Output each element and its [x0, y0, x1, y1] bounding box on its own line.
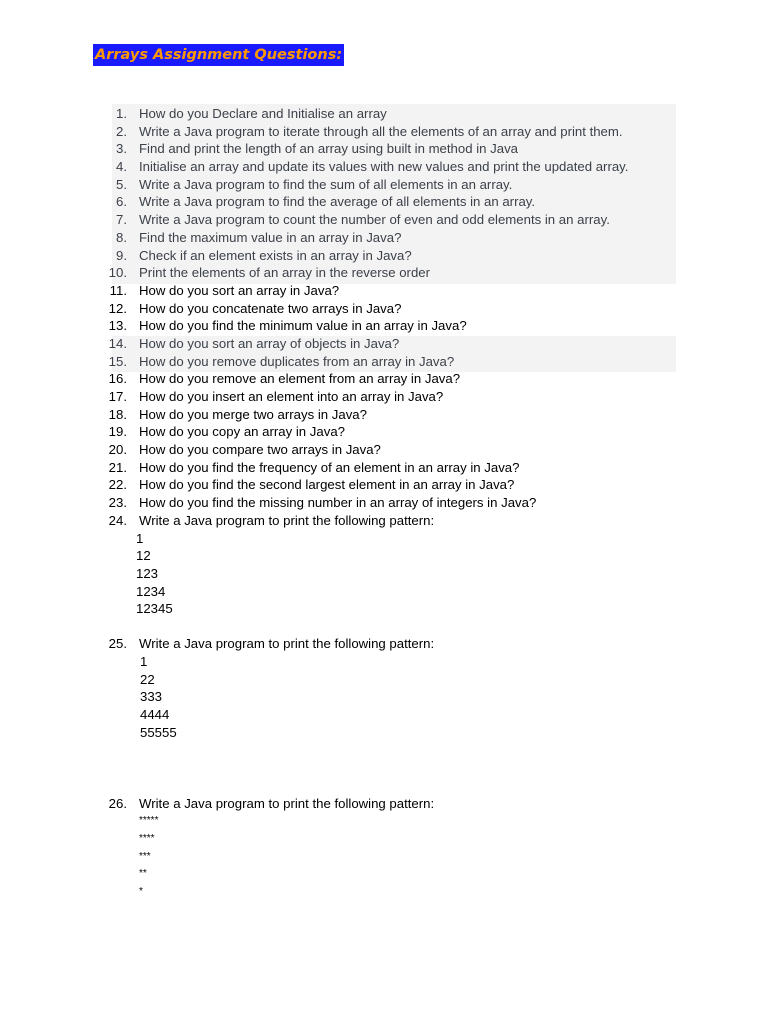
list-item-text: Write a Java program to find the sum of all elements in an array.	[139, 177, 513, 192]
list-item-text: Write a Java program to print the following pattern:	[139, 636, 435, 651]
list-item-number: 16.	[108, 371, 127, 386]
list-item-number: 14.	[108, 336, 127, 351]
list-item-number: 15.	[108, 354, 127, 369]
pattern-line: 123	[136, 566, 159, 581]
pattern-line: 55555	[140, 725, 177, 740]
list-item-text: How do you find the missing number in an array of integers in Java?	[139, 495, 537, 510]
pattern-line: 12345	[136, 601, 173, 616]
list-item-text: Write a Java program to print the following pattern:	[139, 513, 435, 528]
list-item-number: 7.	[116, 212, 127, 227]
list-item-text: Write a Java program to find the average of all elements in an array.	[139, 194, 536, 209]
list-item-text: Find the maximum value in an array in Java?	[139, 230, 402, 245]
list-item-number: 22.	[108, 477, 127, 492]
page-title: Arrays Assignment Questions:	[93, 44, 344, 66]
list-item-text: Write a Java program to print the following pattern:	[139, 796, 435, 811]
list-item-number: 12.	[108, 301, 127, 316]
list-item-text: Initialise an array and update its values with new values and print the updated array.	[139, 159, 629, 174]
list-item-number: 9.	[116, 248, 127, 263]
list-item-text: How do you Declare and Initialise an array	[139, 106, 387, 121]
pattern-line: ***	[139, 851, 151, 862]
list-item-text: How do you compare two arrays in Java?	[139, 442, 381, 457]
list-item-number: 3.	[116, 141, 127, 156]
list-item-number: 2.	[116, 124, 127, 139]
list-item-number: 5.	[116, 177, 127, 192]
list-item-number: 17.	[108, 389, 127, 404]
pattern-line: 1	[140, 654, 148, 669]
pattern-line: 333	[140, 689, 163, 704]
list-item-number: 23.	[108, 495, 127, 510]
pattern-line: 1234	[136, 584, 166, 599]
list-item-text: Check if an element exists in an array in Java?	[139, 248, 412, 263]
pattern-line: *****	[139, 815, 159, 826]
list-item-text: How do you find the frequency of an element in an array in Java?	[139, 460, 520, 475]
list-item-number: 6.	[116, 194, 127, 209]
list-item-number: 13.	[108, 318, 127, 333]
list-item-text: How do you sort an array in Java?	[139, 283, 340, 298]
list-item-number: 25.	[108, 636, 127, 651]
list-item-text: How do you copy an array in Java?	[139, 424, 345, 439]
pattern-line: **	[139, 868, 147, 879]
list-item-text: Write a Java program to count the number of even and odd elements in an array.	[139, 212, 610, 227]
list-item-text: How do you find the minimum value in an array in Java?	[139, 318, 467, 333]
list-item-number: 4.	[116, 159, 127, 174]
list-item-number: 19.	[108, 424, 127, 439]
list-item-text: Find and print the length of an array using built in method in Java	[139, 141, 519, 156]
list-item-number: 26.	[108, 796, 127, 811]
list-item-number: 24.	[108, 513, 127, 528]
list-item-number: 20.	[108, 442, 127, 457]
list-item-text: How do you find the second largest element in an array in Java?	[139, 477, 515, 492]
list-item-number: 21.	[108, 460, 127, 475]
list-item-text: How do you sort an array of objects in Java?	[139, 336, 400, 351]
list-item-number: 10.	[108, 265, 127, 280]
list-item-text: How do you merge two arrays in Java?	[139, 407, 367, 422]
list-item-number: 8.	[116, 230, 127, 245]
list-item-number: 18.	[108, 407, 127, 422]
list-item-number: 11.	[109, 283, 127, 298]
list-item-number: 1.	[116, 106, 127, 121]
list-item-text: Print the elements of an array in the reverse order	[139, 265, 431, 280]
list-item-text: Write a Java program to iterate through all the elements of an array and print them.	[139, 124, 623, 139]
list-item-text: How do you insert an element into an array in Java?	[139, 389, 444, 404]
list-item-text: How do you remove an element from an array in Java?	[139, 371, 461, 386]
pattern-line: 22	[140, 672, 155, 687]
pattern-line: 12	[136, 548, 151, 563]
pattern-line: ****	[139, 833, 155, 844]
list-item-text: How do you concatenate two arrays in Java?	[139, 301, 402, 316]
pattern-line: 1	[136, 531, 144, 546]
pattern-line: 4444	[140, 707, 170, 722]
pattern-line: *	[139, 886, 143, 897]
list-item-text: How do you remove duplicates from an array in Java?	[139, 354, 455, 369]
